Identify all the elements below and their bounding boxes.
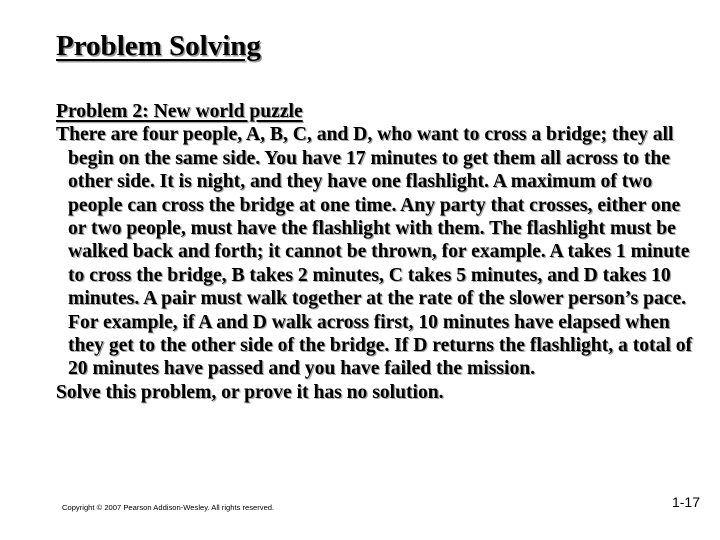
footer-copyright: Copyright © 2007 Pearson Addison-Wesley. All rights reserved. [62,503,275,512]
slide-number: 1-17 [671,494,700,510]
slide-body [56,100,708,404]
problem-subtitle: Problem 2: New world puzzle [56,101,303,122]
slide-title: Problem Solving [56,30,261,62]
problem-instruction: Solve this problem, or prove it has no solution. [56,381,444,403]
problem-description: There are four people, A, B, C, and D, who want to cross a bridge; they all begin on the same side. You have 17 minutes to get them all across to the other side. It is night, and they have one flashlight. A maximum of two people can cross the bridge at one time. Any party that crosses, either one or two people, must have the flashlight with them. The flashlight must be walked back and forth; it cannot be thrown, for example. A takes 1 minute to cross the bridge, B takes 2 minutes, C takes 5 minutes, and D takes 10 minutes. A pair must walk together at the rate of the slower person’s pace. For example, if A and D walk across first, 10 minutes have elapsed when they get to the other side of the bridge. If D returns the flashlight, a total of 20 minutes have passed and you have failed the mission. [56,124,693,380]
